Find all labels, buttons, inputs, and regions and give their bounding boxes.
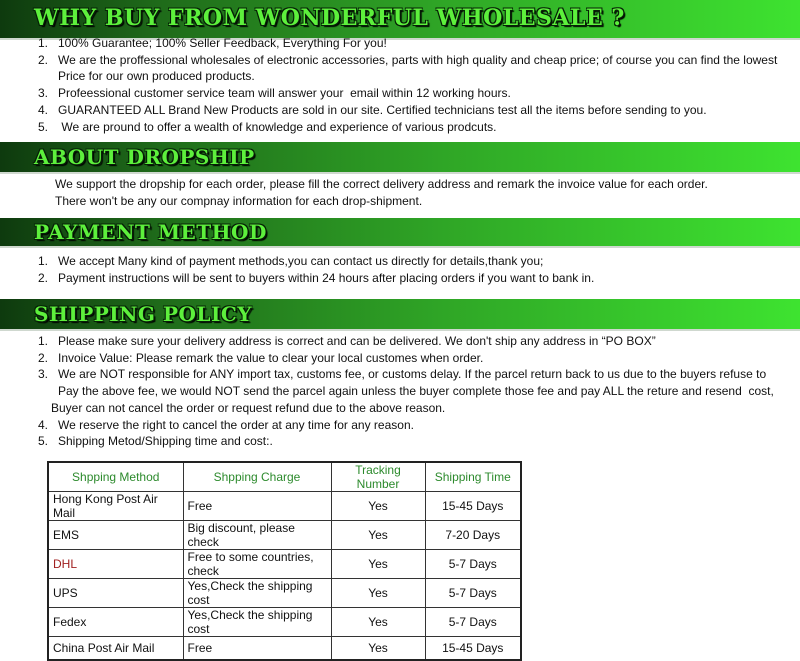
list-item bbox=[38, 119, 777, 136]
list-item-cont: Price for our own produced products. bbox=[58, 69, 255, 84]
list-item-cont: Pay the above fee, we would NOT send the parcel again unless the buyer complete those fee and pay ALL the reture and resend cost, bbox=[58, 384, 774, 399]
heading: PAYMENT METHOD bbox=[34, 220, 267, 244]
list-item bbox=[38, 35, 777, 52]
banner-dropship bbox=[0, 142, 800, 174]
cell-method: UPS bbox=[48, 579, 183, 608]
cell-charge: Free bbox=[183, 637, 331, 661]
shipping-table bbox=[47, 461, 522, 661]
cell-time: 7-20 Days bbox=[425, 521, 521, 550]
cell-method: Hong Kong Post Air Mail bbox=[48, 492, 183, 521]
num: 1. bbox=[38, 36, 49, 50]
heading: SHIPPING POLICY bbox=[34, 302, 253, 326]
text: Please make sure your delivery address is correct and can be delivered. We don't ship any address in “PO BOX” bbox=[58, 334, 656, 348]
num: 3. bbox=[38, 86, 49, 101]
text: Payment instructions will be sent to buyers within 24 hours after placing orders if you want to bank in. bbox=[58, 270, 595, 285]
list-item bbox=[38, 270, 594, 287]
cell-time: 5-7 Days bbox=[425, 608, 521, 637]
line: We support the dropship for each order, please fill the correct delivery address and remark the invoice value for each order. bbox=[55, 177, 708, 191]
cell-tracking: Yes bbox=[331, 492, 425, 521]
text: 100% Guarantee; 100% Seller Feedback, Everything For you! bbox=[58, 36, 387, 50]
text: Invoice Value: Please remark the value to clear your local customes when order. bbox=[58, 350, 484, 365]
cell-method: DHL bbox=[48, 550, 183, 579]
text: We are NOT responsible for ANY import tax, customs fee, or customs delay. If the parcel return back to us due to the buyers refuse to bbox=[58, 367, 767, 382]
cell-tracking: Yes bbox=[331, 550, 425, 579]
num: 4. bbox=[38, 417, 49, 432]
cell-method: Fedex bbox=[48, 608, 183, 637]
banner-payment bbox=[0, 218, 800, 248]
table-row bbox=[48, 637, 521, 661]
header-time: Shipping Time bbox=[425, 462, 521, 492]
list-item bbox=[38, 366, 774, 383]
payment-list bbox=[38, 253, 594, 286]
header-tracking: Tracking Number bbox=[331, 462, 425, 492]
text: We accept Many kind of payment methods,you can contact us directly for details,thank you; bbox=[58, 254, 544, 268]
header-method: Shpping Method bbox=[48, 462, 183, 492]
list-item bbox=[38, 253, 594, 270]
banner-shipping bbox=[0, 299, 800, 331]
list-item bbox=[38, 417, 774, 434]
list-item bbox=[38, 102, 777, 119]
header-charge: Shpping Charge bbox=[183, 462, 331, 492]
table-row bbox=[48, 550, 521, 579]
shipping-list bbox=[38, 333, 774, 450]
num: 2. bbox=[38, 350, 49, 365]
cell-charge: Yes,Check the shipping cost bbox=[183, 579, 331, 608]
list-item bbox=[38, 433, 774, 450]
list-item bbox=[38, 52, 777, 69]
text: We are pround to offer a wealth of knowledge and experience of various prodcuts. bbox=[58, 119, 497, 134]
list-item bbox=[38, 85, 777, 102]
text: We are the proffessional wholesales of electronic accessories, parts with high quality and cheap price; of course you can find the lowest bbox=[58, 52, 778, 67]
num: 5. bbox=[38, 434, 49, 449]
table-header-row bbox=[48, 462, 521, 492]
list-item bbox=[38, 333, 774, 350]
cell-charge: Free bbox=[183, 492, 331, 521]
cell-time: 5-7 Days bbox=[425, 579, 521, 608]
heading: WHY BUY FROM WONDERFUL WHOLESALE ? bbox=[34, 5, 625, 31]
num: 3. bbox=[38, 367, 49, 382]
list-item bbox=[38, 350, 774, 367]
num: 1. bbox=[38, 254, 49, 268]
cell-tracking: Yes bbox=[331, 579, 425, 608]
text: Profeessional customer service team will answer your email within 12 working hours. bbox=[58, 86, 511, 101]
num: 4. bbox=[38, 102, 49, 117]
cell-tracking: Yes bbox=[331, 637, 425, 661]
table-row bbox=[48, 579, 521, 608]
num: 1. bbox=[38, 334, 49, 348]
cell-time: 15-45 Days bbox=[425, 637, 521, 661]
table-row bbox=[48, 492, 521, 521]
banner-why-buy bbox=[0, 0, 800, 40]
cell-time: 5-7 Days bbox=[425, 550, 521, 579]
num: 2. bbox=[38, 270, 49, 285]
line: There won't be any our compnay information for each drop-shipment. bbox=[55, 193, 423, 208]
text: Shipping Metod/Shipping time and cost:. bbox=[58, 434, 273, 449]
cell-tracking: Yes bbox=[331, 521, 425, 550]
text: GUARANTEED ALL Brand New Products are sold in our site. Certified technicians test all the items before sending to you. bbox=[58, 102, 707, 117]
cell-charge: Yes,Check the shipping cost bbox=[183, 608, 331, 637]
cell-time: 15-45 Days bbox=[425, 492, 521, 521]
cell-charge: Big discount, please check bbox=[183, 521, 331, 550]
list-item-cont: Buyer can not cancel the order or request refund due to the above reason. bbox=[51, 400, 446, 415]
text: We reserve the right to cancel the order at any time for any reason. bbox=[58, 417, 414, 432]
cell-tracking: Yes bbox=[331, 608, 425, 637]
cell-charge: Free to some countries, check bbox=[183, 550, 331, 579]
why-list bbox=[38, 35, 777, 135]
dropship-text bbox=[55, 176, 708, 209]
num: 2. bbox=[38, 52, 49, 67]
heading: ABOUT DROPSHIP bbox=[34, 145, 255, 169]
num: 5. bbox=[38, 119, 49, 134]
table-row bbox=[48, 521, 521, 550]
table-row bbox=[48, 608, 521, 637]
cell-method: China Post Air Mail bbox=[48, 637, 183, 661]
cell-method: EMS bbox=[48, 521, 183, 550]
